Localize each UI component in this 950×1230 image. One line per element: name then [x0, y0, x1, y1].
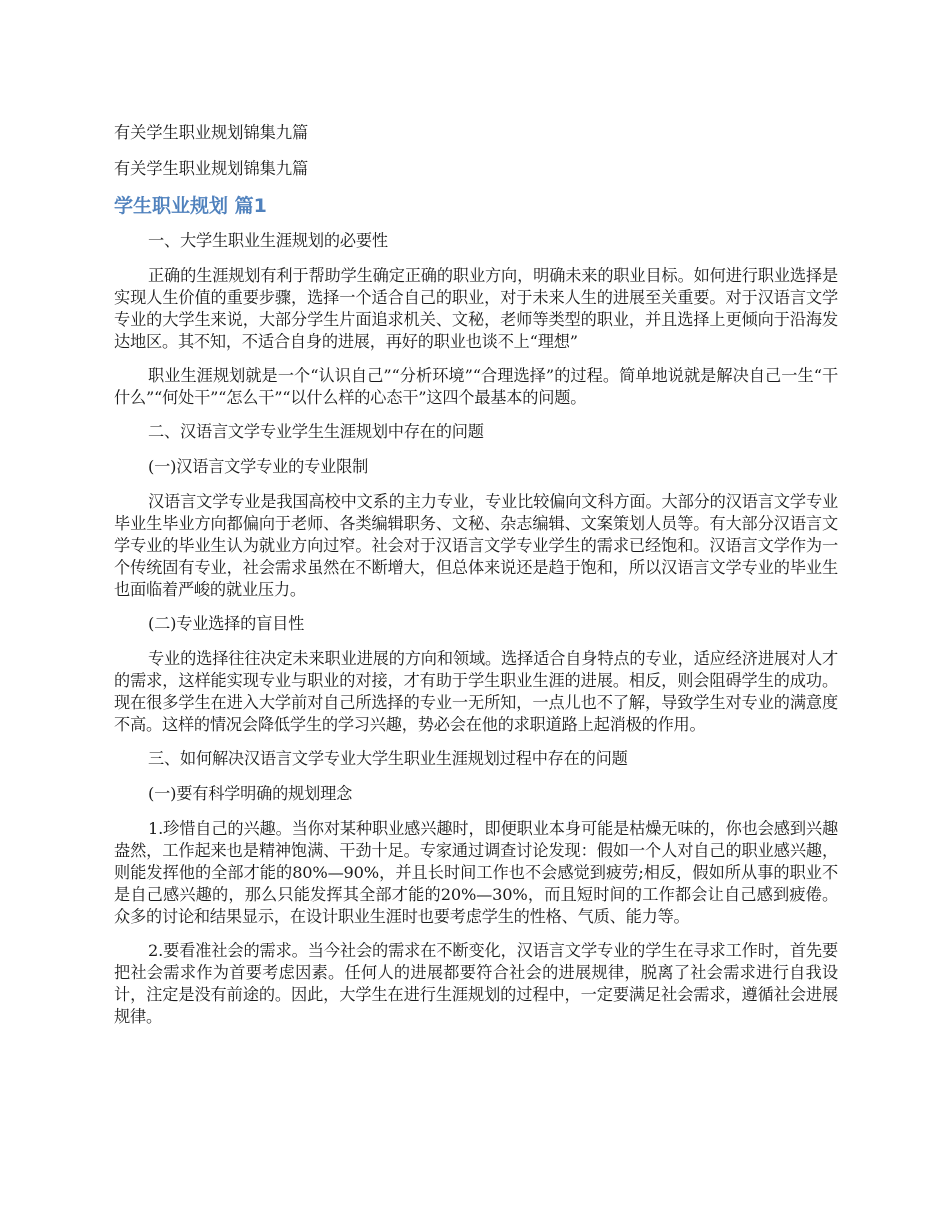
- paragraph: 职业生涯规划就是一个“认识自己”“分析环境”“合理选择”的过程。简单地说就是解决自己一生“干什么”“何处干”“怎么干”“以什么样的心态干”这四个最基本的问题。: [114, 366, 838, 407]
- subheading-planning-concept: (一)要有科学明确的规划理念: [148, 784, 353, 803]
- paragraph: 1.珍惜自己的兴趣。当你对某种职业感兴趣时，即便职业本身可能是枯燥无味的，你也会感到兴趣盎然，工作起来也是精神饱满、干劲十足。专家通过调查讨论发现：假如一个人对自己的职业感兴趣，则能发挥他的全部才能的80%—90%，并且长时间工作也不会感觉到疲劳;相反，假如所从事的职业不是自己感兴趣的，那么只能发挥其全部才能的20%—30%，而且短时间的工作都会让自己感到疲倦。众多的讨论和结果显示，在设计职业生涯时也要考虑学生的性格、气质、能力等。: [114, 819, 838, 926]
- paragraph: 2.要看准社会的需求。当今社会的需求在不断变化，汉语言文学专业的学生在寻求工作时，首先要把社会需求作为首要考虑因素。任何人的进展都要符合社会的进展规律，脱离了社会需求进行自我设计，注定是没有前途的。因此，大学生在进行生涯规划的过程中，一定要满足社会需求，遵循社会进展规律。: [114, 941, 838, 1026]
- subheading-necessity: 一、大学生职业生涯规划的必要性: [148, 231, 388, 250]
- document-title: 有关学生职业规划锦集九篇: [114, 123, 309, 142]
- subheading-blind-choice: (二)专业选择的盲目性: [148, 614, 305, 633]
- section-heading: 学生职业规划 篇1: [114, 195, 267, 217]
- subheading-solutions: 三、如何解决汉语言文学专业大学生职业生涯规划过程中存在的问题: [148, 749, 628, 768]
- paragraph: 专业的选择往往决定未来职业进展的方向和领域。选择适合自身特点的专业，适应经济进展对人才的需求，这样能实现专业与职业的对接，才有助于学生职业生涯的进展。相反，则会阻碍学生的成功。现在很多学生在进入大学前对自己所选择的专业一无所知，一点儿也不了解，导致学生对专业的满意度不高。这样的情况会降低学生的学习兴趣，势必会在他的求职道路上起消极的作用。: [114, 649, 838, 734]
- paragraph: 正确的生涯规划有利于帮助学生确定正确的职业方向，明确未来的职业目标。如何进行职业选择是实现人生价值的重要步骤，选择一个适合自己的职业，对于未来人生的进展至关重要。对于汉语言文学专业的大学生来说，大部分学生片面追求机关、文秘，老师等类型的职业，并且选择上更倾向于沿海发达地区。其不知，不适合自身的进展，再好的职业也谈不上“理想”: [114, 266, 838, 351]
- document-title-repeat: 有关学生职业规划锦集九篇: [114, 159, 309, 178]
- subheading-major-limit: (一)汉语言文学专业的专业限制: [148, 457, 369, 476]
- document-body: [114, 122, 838, 1040]
- paragraph: 汉语言文学专业是我国高校中文系的主力专业，专业比较偏向文科方面。大部分的汉语言文学专业毕业生毕业方向都偏向于老师、各类编辑职务、文秘、杂志编辑、文案策划人员等。有大部分汉语言文学专业的毕业生认为就业方向过窄。社会对于汉语言文学专业学生的需求已经饱和。汉语言文学作为一个传统固有专业，社会需求虽然在不断增大，但总体来说还是趋于饱和，所以汉语言文学专业的毕业生也面临着严峻的就业压力。: [114, 492, 838, 599]
- subheading-problems: 二、汉语言文学专业学生生涯规划中存在的问题: [148, 422, 484, 441]
